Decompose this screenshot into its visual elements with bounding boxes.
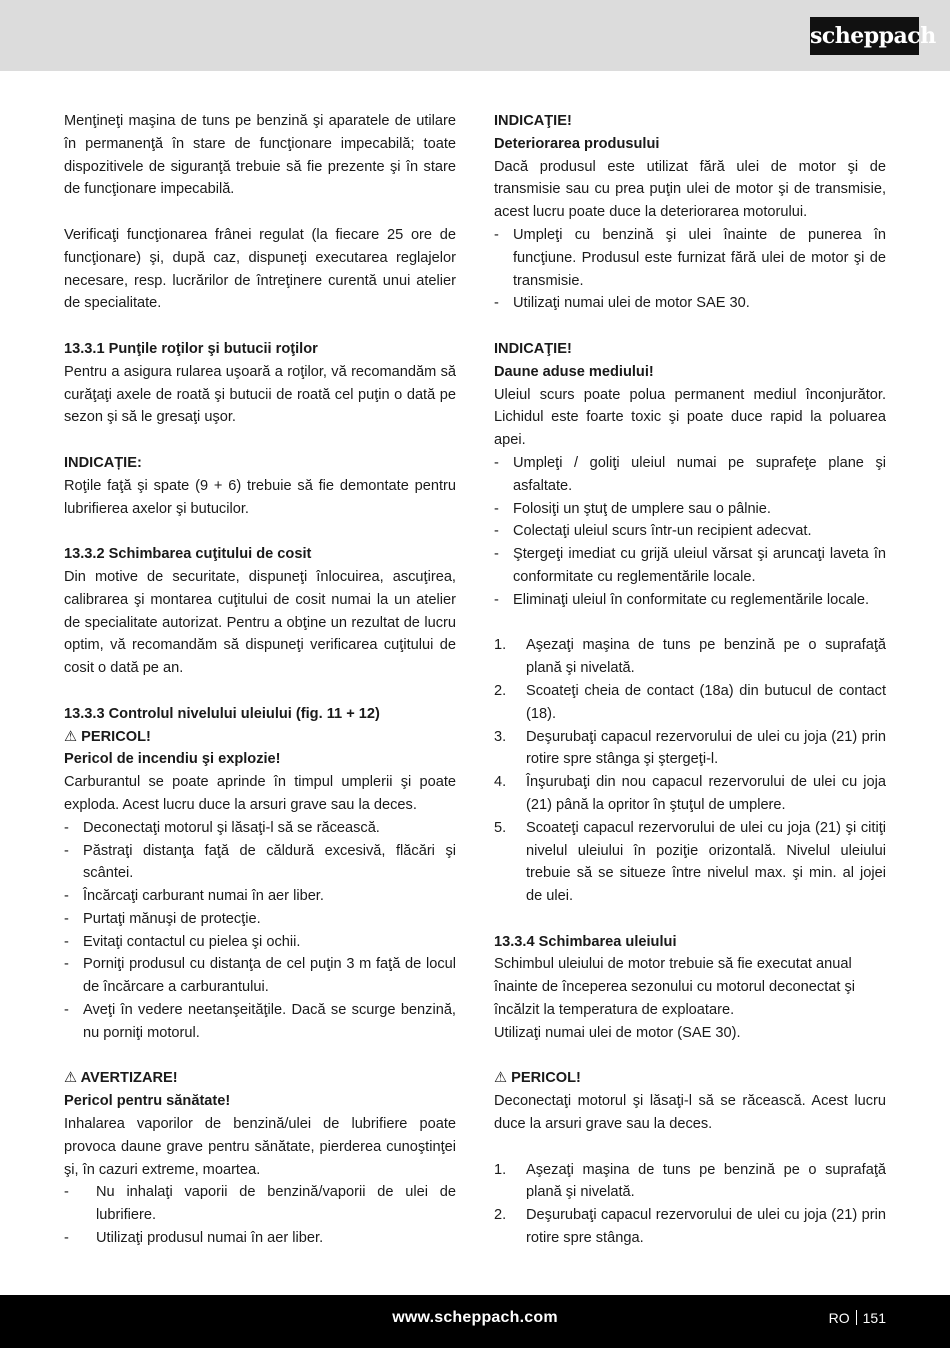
list-item: - Utilizaţi numai ulei de motor SAE 30. [494, 295, 750, 312]
section-13-3-4-text: Schimbul uleiului de motor trebuie să fie executat anual înainte de începerea sezonului cu motorul deconectat şi încălzit la temperatura de exploatare. [494, 956, 856, 1019]
indicatie-2-text: Uleiul scurs poate polua permanent mediul înconjurător. Lichidul este foarte toxic şi poate duce rapid la poluarea apei. [494, 386, 886, 449]
avertizare-label: ⚠ AVERTIZARE! [64, 1070, 178, 1087]
left-column [64, 110, 456, 1250]
list-item: - Evitaţi contactul cu pielea şi ochii. [64, 933, 301, 950]
indicatie-1-label: INDICAŢIE! [494, 113, 572, 129]
list-item: - Umpleţi cu benzină şi ulei înainte de punerea în funcţiune. Produsul este furnizat fără ulei de motor şi de transmisie. [494, 226, 886, 289]
list-item: - Porniţi produsul cu distanţa de cel puţin 3 m faţă de locul de încărcare a carburantului. [64, 956, 456, 996]
page-info [829, 1310, 886, 1326]
list-item: 3. Deşurubaţi capacul rezervorului de ulei cu joja (21) prin rotire spre stânga şi ştergeţi-l. [494, 728, 886, 768]
paragraph-maintenance: Menţineţi maşina de tuns pe benzină şi aparatele de utilare în permanenţă în stare de funcţionare impecabilă; toate dispozitivele de siguranţă trebuie să fie prezente şi în stare de funcţionare impecabilă. [64, 113, 456, 198]
separator [856, 1310, 857, 1325]
page-number: 151 [862, 1310, 886, 1326]
list-item: 1. Aşezaţi maşina de tuns pe benzină pe o suprafaţă plană şi nivelată. [494, 637, 886, 677]
list-item: 5. Scoateţi capacul rezervorului de ulei cu joja (21) şi citiţi nivelul uleiului în poziţie orizontală. Nivelul uleiului trebuie să se situeze între nivelul max. şi min. al jojei de ulei. [494, 819, 886, 905]
section-13-3-4-text-2: Utilizaţi numai ulei de motor (SAE 30). [494, 1024, 741, 1041]
list-item: 2. Scoateţi cheia de contact (18a) din butucul de contact (18). [494, 682, 886, 722]
list-item: - Aveţi în vedere neetanşeităţile. Dacă se scurge benzină, nu porniţi motorul. [64, 1002, 456, 1041]
list-item: - Deconectaţi motorul şi lăsaţi-l să se răcească. [64, 819, 380, 836]
header-band [0, 0, 950, 71]
oil-change-steps [494, 1159, 886, 1250]
paragraph-brake-check: Verificaţi funcţionarea frânei regulat (la fiecare 25 ore de funcţionare) şi, după caz, dispuneţi executarea reglajelor necesare, resp. lucrărilor de întreţinere curentă unui atelier de specialitate. [64, 226, 456, 312]
oil-check-steps [494, 634, 886, 908]
list-item: - Nu inhalaţi vaporii de benzină/vaporii de ulei de lubrifiere. [64, 1184, 456, 1224]
pericol-label: ⚠ PERICOL! [64, 728, 151, 745]
indicatie-2-list [494, 452, 886, 612]
list-item: - Purtaţi mănuşi de protecţie. [64, 910, 261, 927]
avertizare-list [64, 1181, 456, 1249]
list-item: - Păstraţi distanţa faţă de căldură excesivă, flăcări şi scântei. [64, 842, 456, 882]
indicatie-text: Roţile faţă şi spate (9 + 6) trebuie să fie demontate pentru lubrifierea axelor şi butucilor. [64, 477, 456, 517]
right-column [494, 110, 886, 1250]
list-item: - Umpleţi / goliţi uleiul numai pe suprafeţe plane şi asfaltate. [494, 454, 886, 494]
pericol-right-label: ⚠ PERICOL! [494, 1070, 581, 1087]
list-item: - Folosiţi un ştuţ de umplere sau o pâlnie. [494, 500, 771, 517]
indicatie-2-label: INDICAŢIE! [494, 340, 572, 357]
footer-bar [0, 1295, 950, 1348]
scheppach-logo: scheppach [810, 17, 919, 55]
section-13-3-4-title: 13.3.4 Schimbarea uleiului [494, 933, 677, 950]
pericol-subtitle: Pericol de incendiu şi explozie! [64, 751, 281, 768]
section-13-3-2-title: 13.3.2 Schimbarea cuţitului de cosit [64, 546, 312, 563]
list-item: - Colectaţi uleiul scurs într-un recipient adecvat. [494, 523, 812, 540]
pericol-list [64, 817, 456, 1045]
indicatie-1-subtitle: Deteriorarea produsului [494, 135, 660, 152]
avertizare-text: Inhalarea vaporilor de benzină/ulei de lubrifiere poate provoca daune grave pentru sănătate, pierderea cunoştinţei şi, în cazuri extreme, moartea. [64, 1116, 456, 1178]
section-13-3-3-title: 13.3.3 Controlul nivelului uleiului (fig. 11 + 12) [64, 705, 380, 722]
section-13-3-1-title: 13.3.1 Punţile roţilor şi butucii roţilor [64, 340, 318, 357]
pericol-text: Carburantul se poate aprinde în timpul umplerii şi poate exploda. Acest lucru duce la arsuri grave sau la deces. [64, 774, 456, 813]
avertizare-subtitle: Pericol pentru sănătate! [64, 1093, 231, 1110]
list-item: 4. Înşurubaţi din nou capacul rezervorului de ulei cu joja (21) până la opritor în ştuţul de umplere. [494, 774, 886, 813]
list-item: - Încărcaţi carburant numai în aer liber. [64, 888, 324, 905]
section-13-3-1-text: Pentru a asigura rularea uşoară a roţilor, vă recomandăm să curăţaţi axele de roată şi butucii de roată cel puţin o dată pe sezon şi să le gresaţi uşor. [64, 363, 456, 426]
list-item: - Utilizaţi produsul numai în aer liber. [64, 1230, 324, 1247]
section-13-3-2-text: Din motive de securitate, dispuneţi înlocuirea, ascuţirea, calibrarea şi montarea cuţitului de cosit numai la un atelier de specialitate autorizat. Pentru a obţine un rezultat de lucru optim, vă recomandăm să dispuneţi verificarea cuţitului de cosit o dată pe an. [64, 568, 456, 677]
list-item: - Eliminaţi uleiul în conformitate cu reglementările locale. [494, 591, 870, 608]
indicatie-2-subtitle: Daune aduse mediului! [494, 363, 654, 380]
list-item: 2. Deşurubaţi capacul rezervorului de ulei cu joja (21) prin rotire spre stânga. [494, 1207, 886, 1247]
indicatie-1-text: Dacă produsul este utilizat fără ulei de motor şi de transmisie sau cu prea puţin ulei de motor şi de transmisie, acest lucru poate duce la deteriorarea motorului. [494, 158, 886, 221]
list-item: - Ştergeţi imediat cu grijă uleiul vărsat şi aruncaţi laveta în conformitate cu reglementările locale. [494, 546, 886, 585]
indicatie-label: INDICAȚIE: [64, 454, 142, 471]
indicatie-1-list [494, 224, 886, 315]
website-link[interactable]: www.scheppach.com [392, 1309, 558, 1326]
list-item: 1. Aşezaţi maşina de tuns pe benzină pe o suprafaţă plană şi nivelată. [494, 1161, 886, 1201]
pericol-right-text: Deconectaţi motorul şi lăsaţi-l să se răcească. Acest lucru duce la arsuri grave sau la deces. [494, 1093, 886, 1133]
language-code: RO [828, 1310, 850, 1326]
